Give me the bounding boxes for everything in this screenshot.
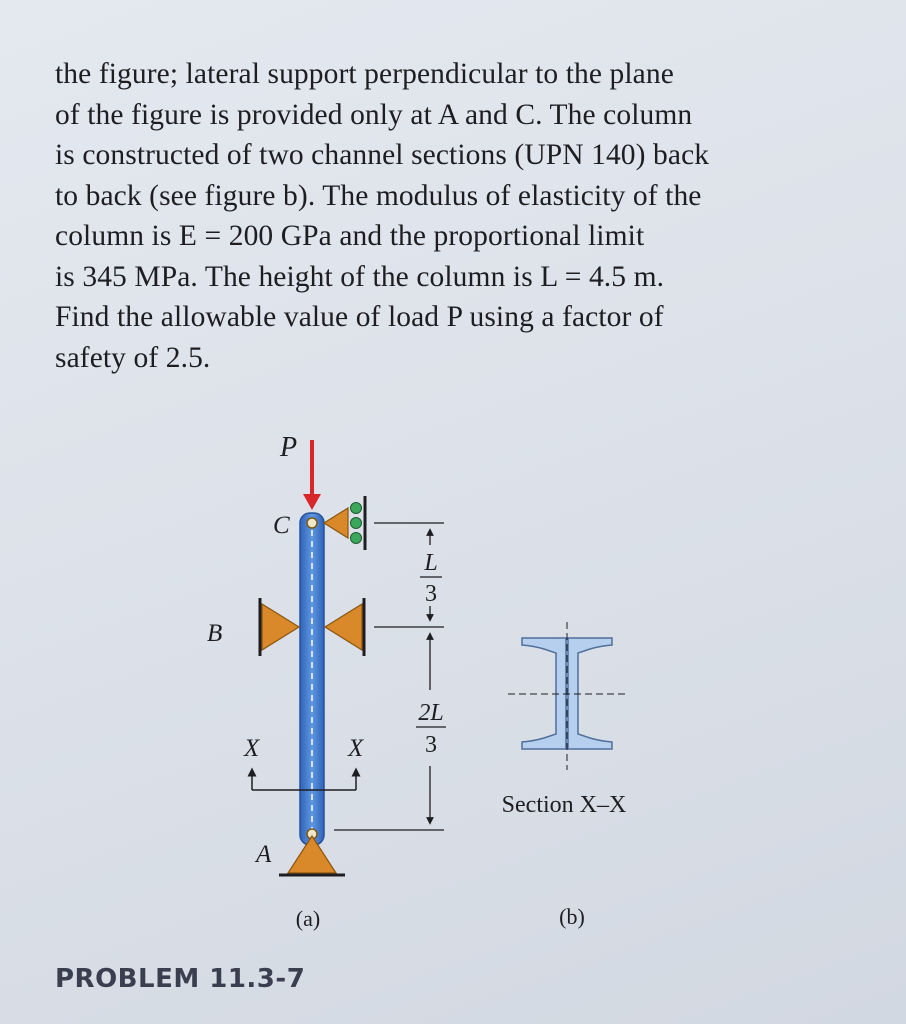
section-label-left: X bbox=[244, 735, 260, 762]
text-line: Find the allowable value of load P using a factor of bbox=[55, 301, 664, 333]
caption-b: (b) bbox=[559, 904, 585, 929]
dim-lower-denominator: 3 bbox=[425, 732, 437, 758]
dimension-lower bbox=[416, 700, 446, 758]
text-line: of the figure is provided only at A and C. The column bbox=[55, 98, 693, 131]
text-line: column is E = 200 GPa and the proportional limit bbox=[55, 220, 645, 252]
roller-support-c bbox=[324, 496, 365, 550]
pin-support-a bbox=[279, 836, 345, 875]
brace-b-left bbox=[260, 598, 299, 656]
text-line: is 345 MPa. The height of the column is L = 4.5 m. bbox=[55, 260, 665, 293]
point-c-label: C bbox=[273, 512, 290, 539]
section-label-right: X bbox=[348, 735, 364, 762]
brace-b-right bbox=[325, 598, 364, 656]
point-b-label: B bbox=[207, 620, 223, 647]
dimension-upper bbox=[420, 550, 442, 607]
figure-a bbox=[207, 432, 446, 931]
dim-upper-numerator: L bbox=[424, 550, 438, 576]
caption-a: (a) bbox=[295, 906, 321, 931]
pin-c bbox=[307, 518, 317, 528]
text-line: is constructed of two channel sections (UPN 140) back bbox=[55, 139, 710, 171]
text-line: to back (see figure b). The modulus of elasticity of the bbox=[55, 179, 702, 212]
load-label: P bbox=[280, 432, 298, 463]
figure-b bbox=[502, 622, 627, 929]
dim-lower-numerator: 2L bbox=[418, 700, 444, 726]
dim-upper-denominator: 3 bbox=[425, 581, 437, 607]
text-line: safety of 2.5. bbox=[55, 341, 211, 374]
load-arrow bbox=[303, 440, 321, 510]
problem-number: PROBLEM 11.3-7 bbox=[55, 964, 306, 994]
point-a-label: A bbox=[256, 841, 272, 868]
section-title: Section X–X bbox=[501, 792, 627, 818]
text-line: the figure; lateral support perpendicular to the plane bbox=[55, 58, 674, 90]
